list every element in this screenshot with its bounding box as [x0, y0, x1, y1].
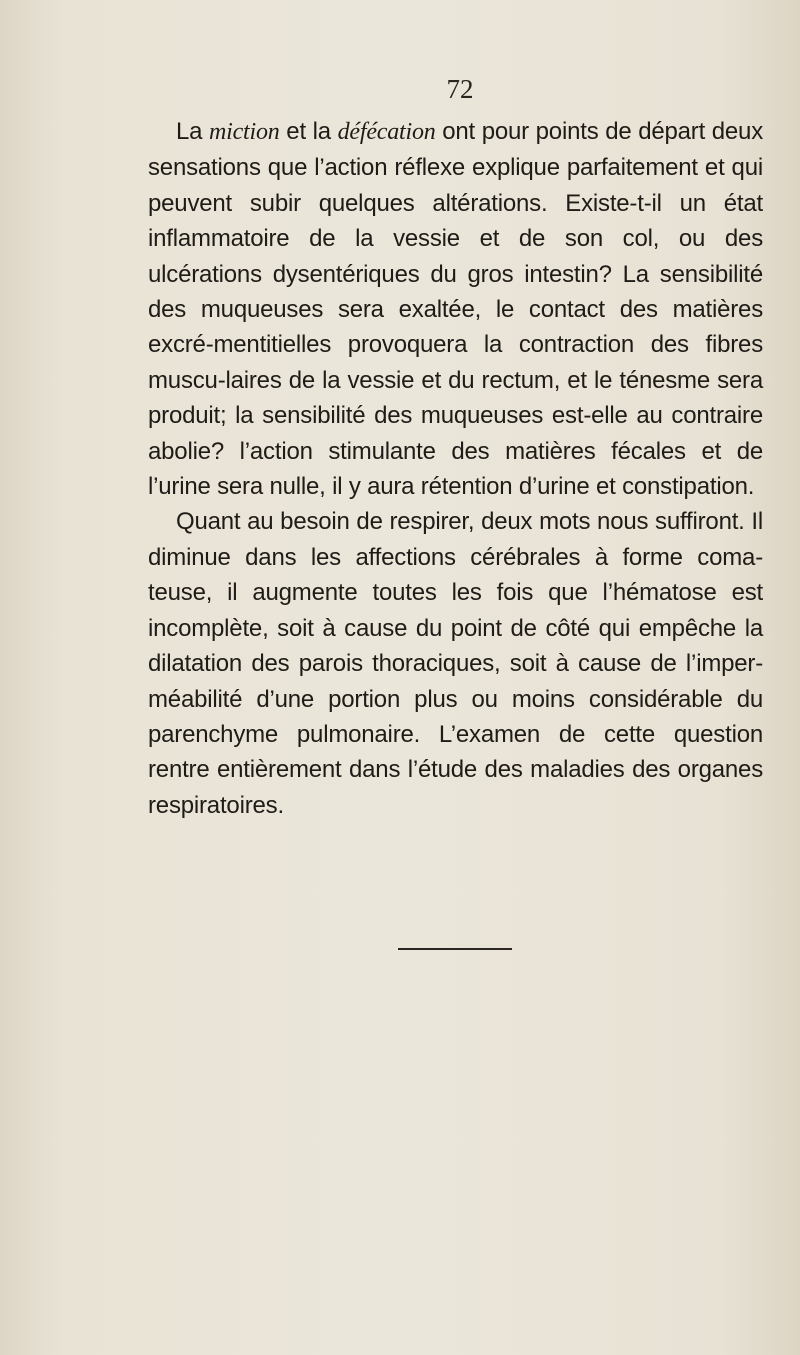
text-segment: La [176, 118, 209, 145]
page-number: 72 [446, 74, 474, 104]
text-segment: ont pour points de départ deux sensations que l’action réflexe explique parfaitement et qui peuvent subir quelques altérations. Existe-t-il un état inflammatoire de la vessie et de son col, ou des ulcérations dysentériques du gros intestin? La sensibilité des muqueuses sera exaltée, le contact des matières excré-mentitielles provoquera la contraction des fibres muscu-laires de la vessie et du rectum, et le ténesme sera produit; la sensibilité des muqueuses est-elle au contraire abolie? l’action stimulante des matières fécales et de l’urine sera nulle, il y aura rétention d’urine et constipation. [148, 118, 763, 501]
section-divider-rule [398, 948, 512, 950]
text-segment: Quant au besoin de respirer, deux mots nous suffiront. Il diminue dans les affections cérébrales à forme coma-teuse, il augmente toutes les fois que l’hématose est incomplète, soit à cause du point de côté qui empêche la dilatation des parois thoraciques, soit à cause de l’imper-méabilité d’une portion plus ou moins considérable du parenchyme pulmonaire. L’examen de cette question rentre entièrement dans l’étude des maladies des organes respiratoires. [148, 508, 763, 819]
paragraph-1 [148, 114, 763, 504]
text-segment: et la [279, 118, 338, 145]
italic-term-defecation: défécation [337, 119, 436, 145]
body-text [148, 114, 763, 823]
italic-term-miction: miction [209, 119, 280, 145]
paragraph-2 [148, 504, 763, 823]
